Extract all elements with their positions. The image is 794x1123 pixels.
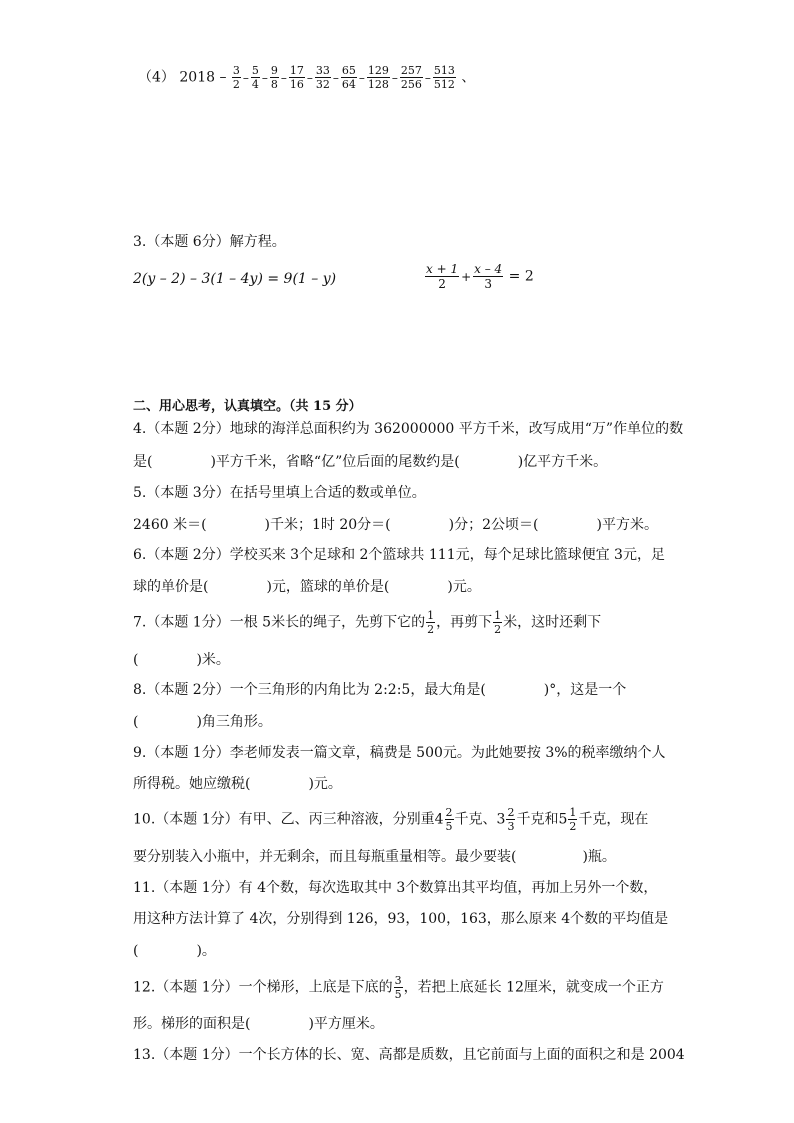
question-5-line-2: 2460 米＝( )千米；1时 20分＝( )分；2公顷＝( )平方米。 — [133, 517, 658, 533]
mixed-fraction: $\frac{2}{5}$ — [445, 806, 453, 833]
section-heading: 二、用心思考，认真填空。（共 15 分） — [133, 399, 362, 414]
question-8-line-1: 8.（本题 2分）一个三角形的内角比为 2:2:5，最大角是( )°，这是一个 — [133, 682, 627, 698]
question-9-line-1: 9.（本题 1分）李老师发表一篇文章，稿费是 500元。为此她要按 3%的税率缴纳个人 — [133, 745, 666, 761]
expression-tail: 、 — [461, 69, 476, 86]
expression-fraction: $\frac{3}{2}$ — [232, 64, 240, 91]
minus-sign: – — [391, 70, 398, 85]
question-11-line-3: ( )。 — [133, 943, 216, 959]
question-4-line-1: 4.（本题 2分）地球的海洋总面积约为 362000000 平方千米，改写成用“万”作单位的数 — [133, 421, 684, 437]
question-11-line-1: 11.（本题 1分）有 4个数，每次选取其中 3个数算出其平均值，再加上另外一个数， — [133, 880, 658, 896]
question-4-line-2: 是( )平方千米，省略“亿”位后面的尾数约是( )亿平方千米。 — [133, 454, 608, 470]
expression-fraction: $\frac{17}{16}$ — [289, 64, 304, 91]
question-10-line-2: 要分别装入小瓶中，并无剩余，而且每瓶重量相等。最少要装( )瓶。 — [133, 849, 616, 865]
equation-2: $\frac{x + 1}{2}$ + $\frac{x - 4}{3}$ = 2 — [426, 262, 534, 291]
question-12-line-2: 形。梯形的面积是( )平方厘米。 — [133, 1016, 384, 1032]
fraction-one-half: $\frac{1}{2}$ — [427, 609, 435, 636]
expression-4 — [138, 64, 475, 91]
question-3-title: 3.（本题 6分）解方程。 — [133, 234, 286, 250]
minus-sign: – — [332, 70, 339, 85]
question-9-line-2: 所得税。她应缴税( )元。 — [133, 776, 342, 792]
minus-sign: – — [242, 70, 249, 85]
minus-sign: – — [280, 70, 287, 85]
minus-sign: – — [261, 70, 268, 85]
expression-fraction: $\frac{9}{8}$ — [270, 64, 278, 91]
expression-fraction: $\frac{257}{256}$ — [400, 64, 422, 91]
equation-2-rhs: = 2 — [508, 268, 534, 285]
equation-2-fraction-2: $\frac{x - 4}{3}$ — [474, 262, 503, 291]
fraction-three-fifths: $\frac{3}{5}$ — [394, 974, 402, 1001]
equation-1: 2(y – 2) – 3(1 – 4y) = 9(1 – y) — [133, 271, 337, 287]
minus-sign: – — [306, 70, 313, 85]
expression-label: （4） — [138, 69, 175, 86]
expression-fractions — [231, 64, 457, 91]
equation-2-fraction-1: $\frac{x + 1}{2}$ — [426, 262, 459, 291]
fraction-one-half: $\frac{1}{2}$ — [494, 609, 502, 636]
question-13-line-1: 13.（本题 1分）一个长方体的长、宽、高都是质数，且它前面与上面的面积之和是 2004 — [133, 1047, 685, 1063]
mixed-fraction: $\frac{2}{3}$ — [507, 806, 515, 833]
minus-sign: – — [424, 70, 431, 85]
mixed-fraction: $\frac{1}{2}$ — [569, 806, 577, 833]
question-7-line-1: 7.（本题 1分）一根 5米长的绳子，先剪下它的 $\frac{1}{2}$ ，再剪下 $\frac{1}{2}$ 米，这时还剩下 — [133, 609, 602, 636]
question-7-line-2: ( )米。 — [133, 652, 230, 668]
expression-fraction: $\frac{65}{64}$ — [341, 64, 356, 91]
question-10-line-1: 10.（本题 1分）有甲、乙、丙三种溶液，分别重4 $\frac{2}{5}$ 千克、3 $\frac{2}{3}$ 千克和5 $\frac{1}{2}$ 千克，现在 — [133, 806, 649, 833]
question-6-line-1: 6.（本题 2分）学校买来 3个足球和 2个篮球共 111元，每个足球比篮球便宜 3元，足 — [133, 547, 665, 563]
question-11-line-2: 用这种方法计算了 4次，分别得到 126，93，100，163，那么原来 4个数的平均值是 — [133, 911, 669, 927]
expression-fraction: $\frac{129}{128}$ — [367, 64, 389, 91]
minus-sign: – — [358, 70, 365, 85]
expression-fraction: $\frac{33}{32}$ — [315, 64, 330, 91]
question-12-line-1: 12.（本题 1分）一个梯形，上底是下底的 $\frac{3}{5}$ ，若把上底延长 12厘米，就变成一个正方 — [133, 974, 664, 1001]
question-8-line-2: ( )角三角形。 — [133, 714, 272, 730]
expression-fraction: $\frac{513}{512}$ — [433, 64, 455, 91]
expression-lead: 2018 – — [179, 69, 227, 86]
expression-fraction: $\frac{5}{4}$ — [251, 64, 259, 91]
question-6-line-2: 球的单价是( )元，篮球的单价是( )元。 — [133, 579, 481, 595]
question-5-line-1: 5.（本题 3分）在括号里填上合适的数或单位。 — [133, 485, 426, 501]
